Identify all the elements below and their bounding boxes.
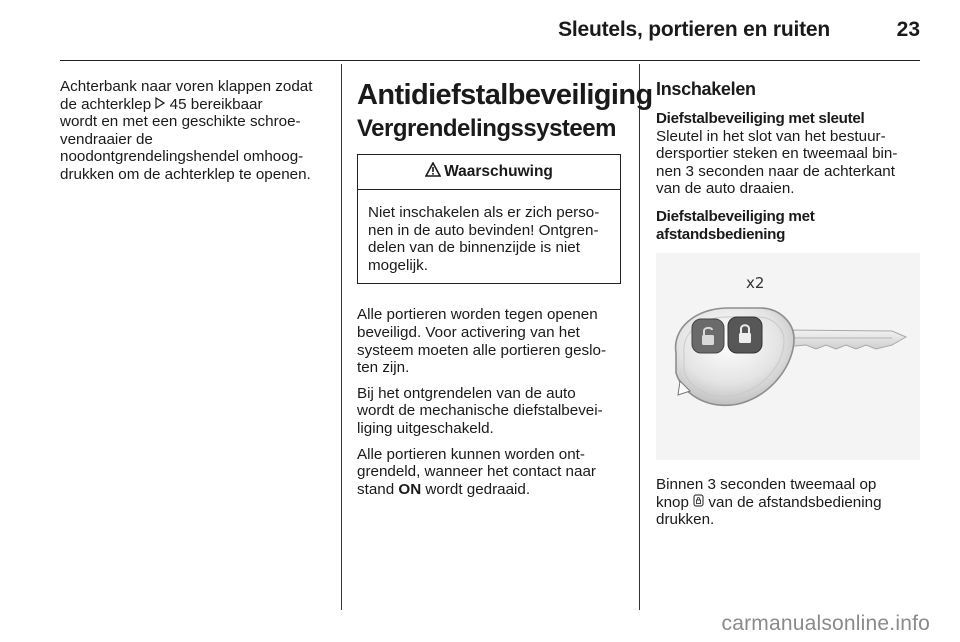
warning-body: Niet inschakelen als er zich perso- nen in de auto bevinden! Ontgren- delen van de binnenzijde is niet mogelijk. xyxy=(368,204,600,274)
remote-key-figure xyxy=(656,253,920,460)
section-title: Sleutels, portieren en ruiten xyxy=(558,18,830,41)
paragraph-remote: Binnen 3 seconden tweemaal op knop van de afstandsbediening drukken. xyxy=(656,476,882,529)
heading-key-lock: Diefstalbeveiliging met sleutel xyxy=(656,110,865,127)
column-divider-2 xyxy=(639,64,640,610)
column-3 xyxy=(656,78,926,529)
figure-x2-label: x2 xyxy=(746,274,765,293)
page-header xyxy=(0,0,960,60)
warning-title: Waarschuwing xyxy=(444,163,553,180)
column-divider-1 xyxy=(341,64,342,610)
remote-key-icon xyxy=(656,253,920,460)
header-rule xyxy=(60,60,920,61)
column-2 xyxy=(357,78,653,498)
lock-button-icon xyxy=(693,494,704,512)
watermark-footer: carmanualsonline.info xyxy=(721,612,930,635)
column-1 xyxy=(60,78,330,184)
heading-inschakelen: Inschakelen xyxy=(656,79,756,99)
paragraph-backseat: Achterbank naar voren klappen zodat de achterklep 45 bereikbaar wordt en met een geschikte schroe- vendraaier de noodontgrendelingshendel omhoog- drukken om de achterklep te openen. xyxy=(60,78,313,183)
paragraph-ignition: Alle portieren kunnen worden ont- grendeld, wanneer het contact naar stand ON wordt gedraaid. xyxy=(357,445,596,498)
arrow-ref-icon[interactable] xyxy=(155,96,165,114)
warning-triangle-icon xyxy=(425,162,441,182)
paragraph-unlock: Bij het ontgrendelen van de auto wordt de mechanische diefstalbevei- liging uitgeschakeld. xyxy=(357,384,603,437)
page-number: 23 xyxy=(896,18,920,41)
heading-vergrendeling: Vergrendelingssysteem xyxy=(357,115,616,142)
warning-header xyxy=(358,155,620,190)
heading-antidiefstal: Antidiefstalbeveiliging xyxy=(357,79,653,111)
warning-box xyxy=(357,154,621,284)
paragraph-all-doors: Alle portieren worden tegen openen beveiligd. Voor activering van het systeem moeten alle portieren geslo- ten zijn. xyxy=(357,306,607,377)
ignition-on-label: ON xyxy=(398,480,422,498)
heading-remote: Diefstalbeveiliging met afstandsbediening xyxy=(656,207,815,243)
paragraph-key-lock: Sleutel in het slot van het bestuur- dersportier steken en tweemaal bin- nen 3 seconden naar de achterkant van de auto draaien. xyxy=(656,127,898,198)
